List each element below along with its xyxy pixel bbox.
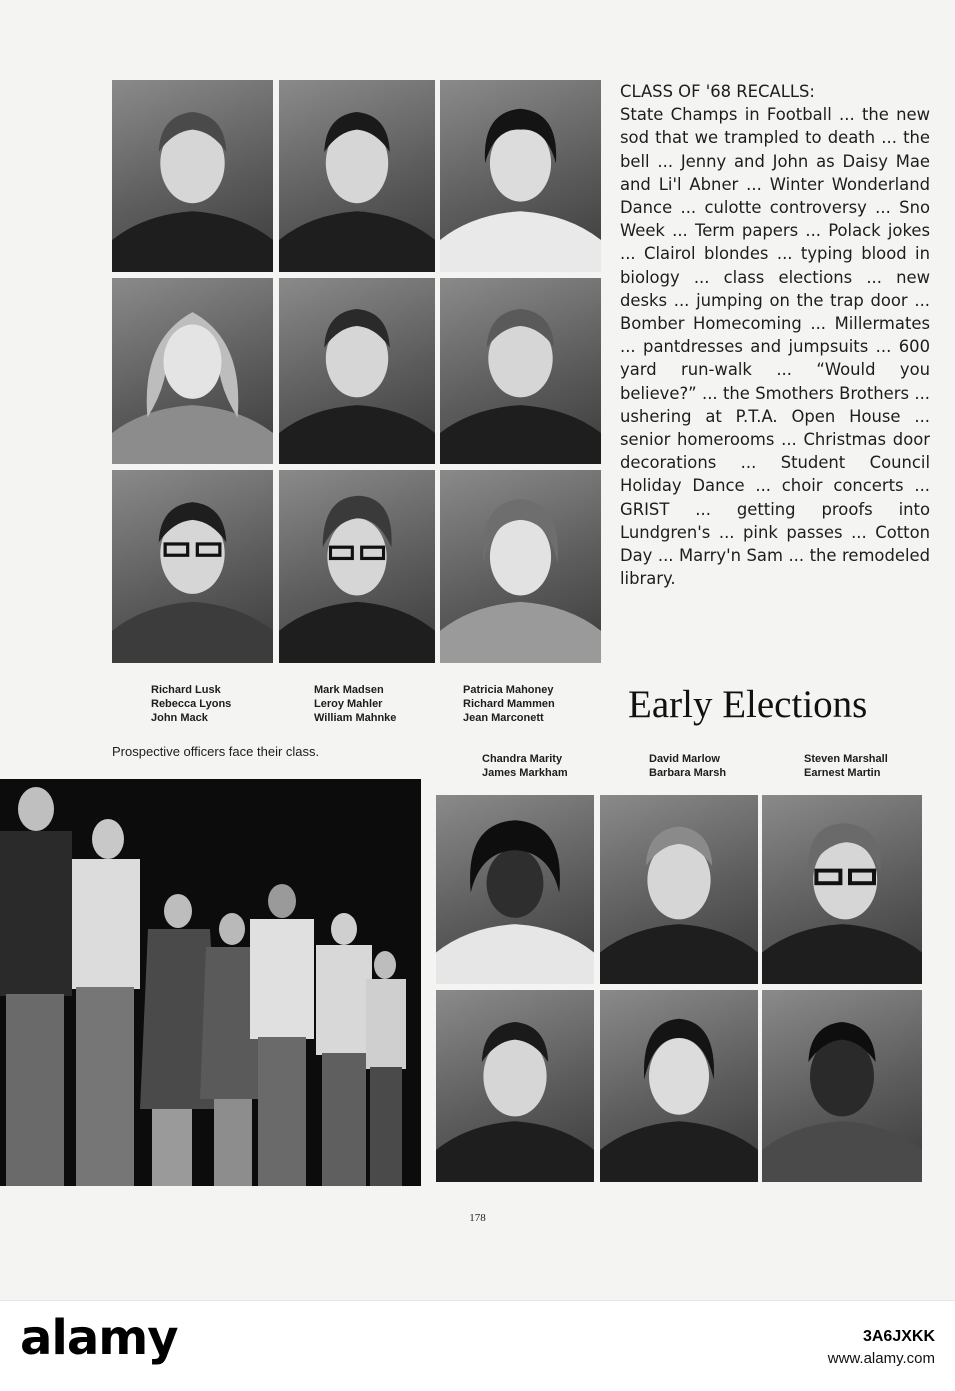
portrait-photo (600, 795, 758, 984)
student-name: John Mack (151, 712, 208, 724)
name-column (463, 683, 555, 725)
student-name: Chandra Marity (482, 753, 563, 765)
name-column (314, 683, 396, 725)
alamy-logo: alamy (20, 1310, 178, 1366)
student-name: James Markham (482, 767, 568, 779)
portrait-photo (279, 470, 435, 663)
image-meta (828, 1328, 935, 1367)
photo-caption: Prospective officers face their class. (112, 744, 320, 759)
student-name: Richard Mammen (463, 698, 555, 710)
portrait-photo (279, 80, 435, 272)
name-column (649, 752, 726, 780)
student-name: William Mahnke (314, 712, 397, 724)
student-name: Richard Lusk (151, 684, 221, 696)
recalls-heading: CLASS OF '68 RECALLS: (620, 82, 815, 101)
portrait-photo (440, 470, 601, 663)
portrait-photo (112, 470, 273, 663)
portrait-photo (440, 80, 601, 272)
student-name: Jean Marconett (463, 712, 544, 724)
portrait-photo (279, 278, 435, 464)
portrait-photo (112, 278, 273, 464)
portrait-photo (600, 990, 758, 1182)
portrait-photo (436, 990, 594, 1182)
group-photo (0, 779, 421, 1186)
student-name: Rebecca Lyons (151, 698, 232, 710)
student-name: Barbara Marsh (649, 767, 727, 779)
recalls-body: State Champs in Football ... the new sod that we trampled to death ... the bell ... Jenny and John as Daisy Mae and Li'l Abner ... Winter Wonderland Dance ... culotte controversy ... Sno Week ... Term papers ... Polack jokes ... Clairol blondes ... typing blood in biology ... class elections ... new desks ... jumping on the trap door ... Bomber Homecoming ... Millermates ... pantdresses and jumpsuits ... 600 yard run-walk ... “Would you believe?” ... the Smothers Brothers ... ushering at P.T.A. Open House ... senior homerooms ... Christmas door decorations ... Student Council Holiday Dance ... choir concerts ... GRIST ... getting proofs into Lundgren's ... pink passes ... Cotton Day ... Marry'n Sam ... the remodeled library. (620, 105, 930, 589)
name-column (482, 752, 568, 780)
portrait-photo (762, 795, 922, 984)
name-column (151, 683, 231, 725)
student-name: Mark Madsen (314, 684, 384, 696)
student-name: Leroy Mahler (314, 698, 383, 710)
student-name: Steven Marshall (804, 753, 888, 765)
class-recalls-text (620, 80, 930, 590)
portrait-photo (112, 80, 273, 272)
image-id: 3A6JXKK (862, 1328, 935, 1345)
portrait-photo (436, 795, 594, 984)
portrait-photo (762, 990, 922, 1182)
name-column (804, 752, 888, 780)
student-name: Patricia Mahoney (463, 684, 554, 696)
site-url: www.alamy.com (827, 1350, 935, 1367)
student-name: David Marlow (649, 753, 720, 765)
portrait-photo (440, 278, 601, 464)
section-headline: Early Elections (628, 683, 868, 726)
student-name: Earnest Martin (804, 767, 881, 779)
page-number: 178 (469, 1212, 486, 1224)
